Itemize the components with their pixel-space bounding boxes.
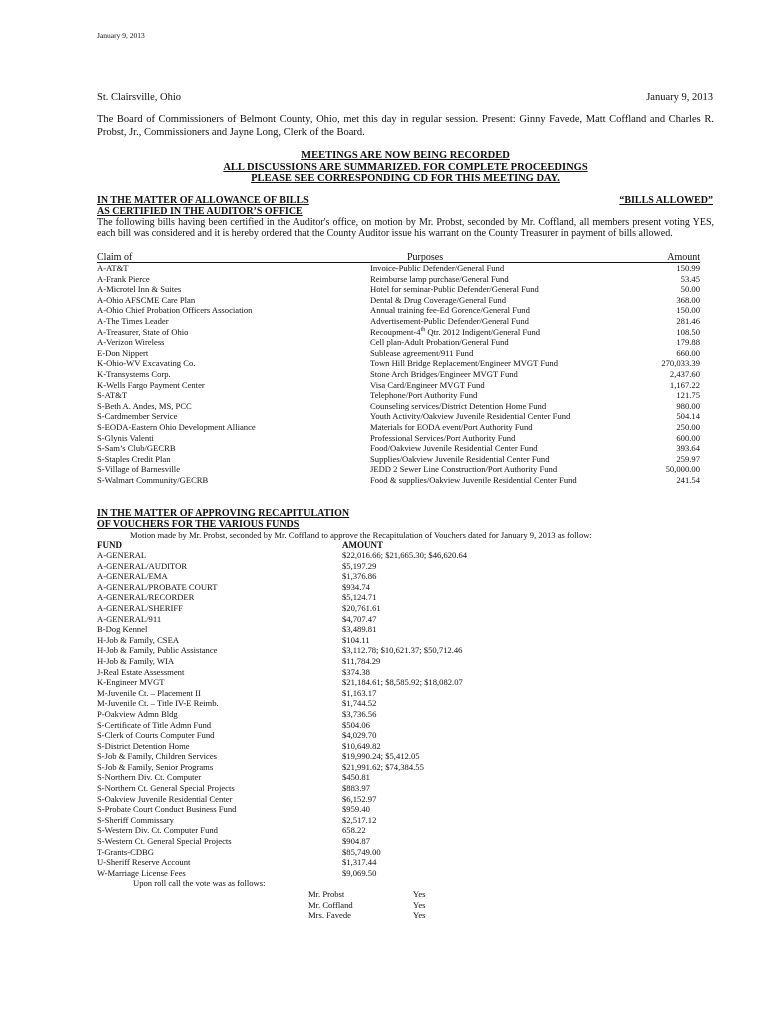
fund-amount: $1,376.86 [342,571,377,582]
fund-row [97,645,547,656]
fund-row [97,868,547,879]
fund-row [97,635,547,646]
bill-claim: A-Microtel Inn & Suites [97,284,182,295]
bill-row [97,305,700,316]
bill-amount: 393.64 [676,443,700,454]
bill-claim: S-AT&T [97,390,128,401]
fund-row [97,804,547,815]
fund-amount: $9,069.50 [342,867,377,878]
fund-amount: $22,016.66; $21,665.30; $46,620.64 [342,550,468,560]
bill-claim: S-Glynis Valenti [97,432,154,443]
bill-claim: S-Village of Barnesville [97,464,181,475]
bill-claim: K-Transystems Corp. [97,368,171,379]
bill-purpose: JEDD 2 Sewer Line Construction/Port Authority Fund [370,464,558,475]
fund-row [97,624,547,635]
bill-claim: A-AT&T [97,263,129,273]
bill-claim: S-Sam’s Club/GECRB [97,443,176,454]
bill-claim: A-Ohio Chief Probation Officers Association [97,305,253,316]
bill-purpose: Dental & Drug Coverage/General Fund [370,294,507,305]
fund-amount: $4,029.70 [342,730,377,741]
fund-amount: 658.22 [342,825,366,836]
bill-amount: 270,033.39 [661,358,700,369]
fund-amount: $934.74 [342,581,370,592]
bill-row [97,263,700,274]
fund-name: A-GENERAL/PROBATE COURT [97,581,218,592]
fund-table-header [97,540,497,550]
bill-purpose: Counseling services/District Detention Home Fund [370,400,547,411]
bill-row [97,443,700,454]
bill-row [97,380,700,391]
bill-row [97,390,700,401]
notice-line-1: MEETINGS ARE NOW BEING RECORDED [301,150,510,161]
bill-purpose: Food/Oakview Juvenile Residential Center Fund [370,443,538,454]
bill-amount: 108.50 [676,326,700,337]
bill-amount: 250.00 [676,421,700,432]
bill-row [97,369,700,380]
fund-row [97,741,547,752]
fund-row [97,794,547,805]
recap-section-title [97,508,349,530]
fund-name: S-Probate Court Conduct Business Fund [97,804,237,815]
recording-notice [97,150,714,185]
bill-claim: S-Cardmember Service [97,411,178,422]
fund-name: S-Clerk of Courts Computer Fund [97,730,215,741]
bills-allowed-label: “BILLS ALLOWED” [619,195,713,206]
fund-amount: $504.06 [342,719,370,730]
bill-amount: 368.00 [676,294,700,305]
fund-name: U-Sheriff Reserve Account [97,857,191,868]
fund-name: S-Northern Ct. General Special Projects [97,783,235,794]
fund-amount: $21,184.61; $8,585.92; $18,082.07 [342,677,463,688]
bill-claim: S-EODA-Eastern Ohio Development Alliance [97,421,256,432]
bill-row [97,327,700,338]
fund-amount: $904.87 [342,836,370,847]
voter-name: Mr. Coffland [308,899,353,910]
bill-amount: 150.00 [676,305,700,316]
fund-amount: $10,649.82 [342,740,381,751]
fund-name: S-Western Ct. General Special Projects [97,836,232,847]
bill-purpose: Town Hill Bridge Replacement/Engineer MVGT Fund [370,358,559,369]
fund-name: M-Juvenile Ct. – Placement II [97,687,201,698]
voter-name: Mrs. Favede [308,910,351,921]
fund-row [97,762,547,773]
fund-name: M-Juvenile Ct. – Title IV-E Reimb. [97,698,219,709]
vote-value: Yes [413,910,426,921]
fund-row [97,688,547,699]
col-claim-header: Claim of [97,252,133,263]
fund-name: A-GENERAL [97,550,147,560]
fund-name: S-Oakview Juvenile Residential Center [97,793,233,804]
fund-name: J-Real Estate Assessment [97,666,185,677]
bill-purpose: Sublease agreement/911 Fund [370,347,474,358]
bill-amount: 980.00 [676,400,700,411]
fund-row [97,561,547,572]
fund-name: T-Grants-CDBG [97,846,154,857]
fund-row [97,698,547,709]
fund-name: A-GENERAL/SHERIFF [97,602,183,613]
fund-amount: $21,991.62; $74,384.55 [342,761,424,772]
bill-purpose: Telephone/Port Authority Fund [370,390,478,401]
bill-row [97,401,700,412]
bill-claim: A-Verizon Wireless [97,337,165,348]
fund-amount: $3,736.56 [342,708,377,719]
fund-name: W-Marriage License Fees [97,867,186,878]
fund-row [97,709,547,720]
bill-claim: S-Walmart Community/GECRB [97,474,209,485]
fund-row [97,783,547,794]
vote-row [308,910,458,921]
fund-name: H-Job & Family, WIA [97,655,175,666]
fund-name: S-Western Div. Ct. Computer Fund [97,825,218,836]
col-fund-header: FUND [97,540,122,550]
fund-amount: $4,707.47 [342,613,377,624]
fund-amount: $1,163.17 [342,687,377,698]
fund-row [97,857,547,868]
fund-name: S-Northern Div. Ct. Computer [97,772,202,783]
recap-motion: Motion made by Mr. Probst, seconded by Mr. Coffland to approve the Recapitulation of Vouchers dated for January 9, 2013 as follow: [130,530,592,540]
fund-name: H-Job & Family, CSEA [97,634,180,645]
bill-purpose: Visa Card/Engineer MVGT Fund [370,379,485,390]
bills-section-title [97,195,309,217]
vote-list [308,889,458,921]
bill-amount: 259.97 [676,453,700,464]
col-fund-amount-header: AMOUNT [342,540,383,550]
fund-amount: $85,749.00 [342,846,381,857]
bill-amount: 53.45 [680,273,700,284]
bill-purpose: Food & supplies/Oakview Juvenile Residential Center Fund [370,474,577,485]
vote-value: Yes [413,899,426,910]
fund-row [97,825,547,836]
bill-amount: 600.00 [676,432,700,443]
bill-purpose: Hotel for seminar-Public Defender/General Fund [370,284,539,295]
bill-amount: 121.75 [676,390,700,401]
fund-name: S-Job & Family, Senior Programs [97,761,214,772]
bill-purpose: Professional Services/Port Authority Fund [370,432,516,443]
bill-amount: 150.99 [676,263,700,273]
col-amount-header: Amount [667,252,700,263]
fund-amount: $104.11 [342,634,370,645]
bill-row [97,274,700,285]
bill-amount: 1,167.22 [669,379,700,390]
bill-amount: 2,437.60 [669,368,700,379]
bill-row [97,411,700,422]
fund-amount: $374.38 [342,666,370,677]
recap-title-line-1: IN THE MATTER OF APPROVING RECAPITULATION [97,508,350,519]
col-purposes-header: Purposes [407,252,444,263]
bill-amount: 50.00 [680,284,700,295]
fund-name: A-GENERAL/RECORDER [97,592,195,603]
bill-row [97,454,700,465]
vote-value: Yes [413,889,426,899]
bill-row [97,358,700,369]
fund-row [97,603,547,614]
bill-row [97,422,700,433]
bill-amount: 179.88 [676,337,700,348]
bill-claim: S-Staples Credit Plan [97,453,171,464]
fund-name: B-Dog Kennel [97,624,148,635]
fund-row [97,720,547,731]
bill-purpose: Annual training fee-Ed Gorence/General Fund [370,305,530,316]
recap-title-line-2: OF VOUCHERS FOR THE VARIOUS FUNDS [97,519,300,530]
bill-purpose: Advertisement-Public Defender/General Fund [370,315,529,326]
bill-claim: S-Beth A. Andes, MS, PCC [97,400,192,411]
bill-claim: A-The Times Leader [97,315,169,326]
bill-claim: A-Treasurer, State of Ohio [97,326,189,337]
bill-claim: A-Frank Pierce [97,273,150,284]
fund-row [97,772,547,783]
fund-amount: $6,152.97 [342,793,377,804]
bill-purpose: Invoice-Public Defender/General Fund [370,263,505,273]
fund-row [97,836,547,847]
bills-paragraph: The following bills having been certified in the Auditor's office, on motion by Mr. Probst, seconded by Mr. Coffland, all members present voting YES, each bill was considered and it is hereby ordered that the County Auditor issue his warrant on the County Treasurer in payment of bills allowed. [97,217,714,239]
fund-name: S-Certificate of Title Admn Fund [97,719,212,730]
fund-row [97,656,547,667]
fund-amount: $3,489.81 [342,624,377,635]
fund-row [97,550,547,561]
bill-purpose: Reimburse lamp purchase/General Fund [370,273,509,284]
intro-paragraph: The Board of Commissioners of Belmont County, Ohio, met this day in regular session. Present: Ginny Favede, Matt Coffland and Charles R. Probst, Jr., Commissioners and Jayne Long, Clerk of the Board. [97,114,714,138]
bill-amount: 504.14 [676,411,700,422]
fund-amount: $20,761.61 [342,602,381,613]
vote-row [308,900,458,911]
bill-purpose: Stone Arch Bridges/Engineer MVGT Fund [370,368,518,379]
fund-amount: $5,197.29 [342,560,377,571]
meeting-place: St. Clairsville, Ohio [97,92,181,103]
fund-row [97,571,547,582]
fund-amount: $1,744.52 [342,698,377,709]
bill-purpose: Youth Activity/Oakview Juvenile Residential Center Fund [370,411,571,422]
fund-amount: $3,112.78; $10,621.37; $50,712.46 [342,645,463,656]
bill-row [97,475,700,486]
bill-row [97,433,700,444]
bill-row [97,337,700,348]
bill-amount: 660.00 [676,347,700,358]
meeting-date: January 9, 2013 [646,92,713,103]
fund-amount: $450.81 [342,772,370,783]
fund-row [97,815,547,826]
bill-claim: A-Ohio AFSCME Care Plan [97,294,196,305]
bill-purpose: Cell plan-Adult Probation/General Fund [370,337,509,348]
fund-row [97,730,547,741]
fund-name: A-GENERAL/AUDITOR [97,560,188,571]
fund-amount: $883.97 [342,783,370,794]
fund-name: H-Job & Family, Public Assistance [97,645,218,656]
bill-purpose: Recoupment-4th Qtr. 2012 Indigent/General Fund [370,326,541,337]
bill-claim: K-Ohio-WV Excavating Co. [97,358,196,369]
bill-row [97,284,700,295]
fund-row [97,614,547,625]
bills-title-line-2: AS CERTIFIED IN THE AUDITOR’S OFFICE [97,206,303,217]
fund-amount: $5,124.71 [342,592,377,603]
bill-purpose: Materials for EODA event/Port Authority Fund [370,421,533,432]
fund-name: K-Engineer MVGT [97,677,165,688]
fund-amount: $959.40 [342,804,370,815]
page-header-date: January 9, 2013 [97,31,145,40]
voter-name: Mr. Probst [308,889,345,899]
bill-amount: 241.54 [676,474,700,485]
fund-row [97,751,547,762]
fund-name: S-Sheriff Commissary [97,814,174,825]
bill-amount: 50,000.00 [665,464,700,475]
bill-row [97,316,700,327]
bills-table-header [97,252,700,263]
fund-name: S-District Detention Home [97,740,190,751]
fund-amount: $1,317.44 [342,857,377,868]
vote-row [308,889,458,900]
fund-row [97,847,547,858]
notice-line-3: PLEASE SEE CORRESPONDING CD FOR THIS MEETING DAY. [251,173,560,184]
fund-amount: $11,784.29 [342,655,381,666]
bill-claim: K-Wells Fargo Payment Center [97,379,205,390]
fund-name: S-Job & Family, Children Services [97,751,217,762]
fund-row [97,582,547,593]
fund-row [97,677,547,688]
roll-call-text: Upon roll call the vote was as follows: [133,878,266,888]
fund-row [97,667,547,678]
bills-title-line-1: IN THE MATTER OF ALLOWANCE OF BILLS [97,195,309,206]
bill-amount: 281.46 [676,315,700,326]
fund-name: A-GENERAL/EMA [97,571,168,582]
fund-amount: $2,517.12 [342,814,377,825]
notice-line-2: ALL DISCUSSIONS ARE SUMMARIZED. FOR COMPLETE PROCEEDINGS [223,161,588,173]
bills-table [97,263,700,485]
fund-amount: $19,990.24; $5,412.05 [342,751,420,762]
bill-purpose: Supplies/Oakview Juvenile Residential Center Fund [370,453,550,464]
fund-table [97,550,547,878]
bill-row [97,348,700,359]
fund-name: A-GENERAL/911 [97,613,162,624]
fund-row [97,592,547,603]
bill-row [97,464,700,475]
fund-name: P-Oakview Admn Bldg [97,708,178,719]
bill-claim: E-Don Nippert [97,347,149,358]
bill-row [97,295,700,306]
